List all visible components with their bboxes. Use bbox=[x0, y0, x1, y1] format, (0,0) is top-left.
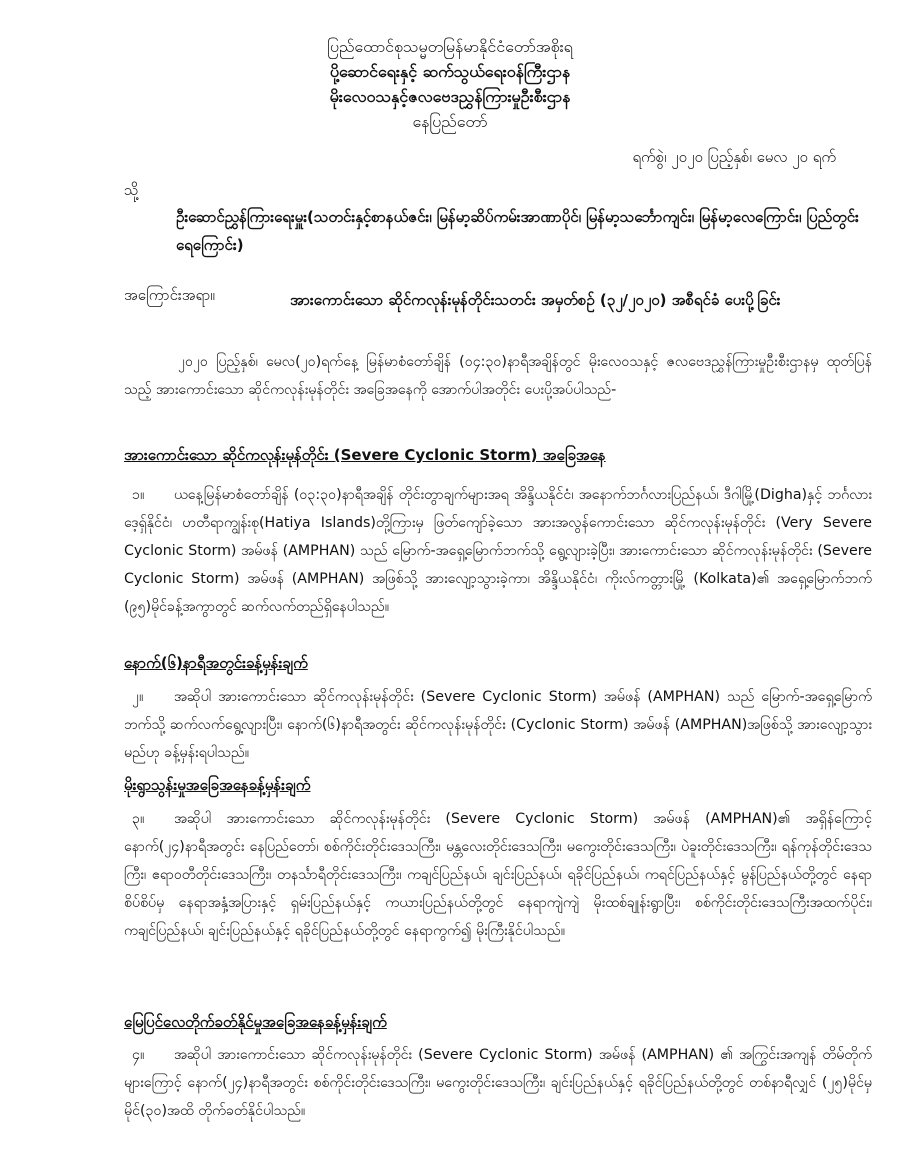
subject-label: အကြောင်းအရာ။ bbox=[124, 286, 215, 304]
to-label: သို့ bbox=[124, 181, 139, 199]
subject: အားကောင်းသော ဆိုင်ကလုန်းမုန်တိုင်းသတင်း အမှတ်စဉ် (၃၂/၂၀၂၀) အစီရင်ခံ ပေးပို့ခြင်း bbox=[290, 291, 781, 309]
paragraph-number: ၁။ bbox=[132, 487, 145, 503]
intro-paragraph: ၂၀၂၀ ပြည့်နှစ်၊ မေလ(၂၀)ရက်နေ့ မြန်မာစံတော်ချိန် (၀၄:၃၀)နာရီအချိန်တွင် မိုးလေဝသနှင့် ဇလဗေဒညွှန်ကြားမှုဦးစီးဌာနမှ ထုတ်ပြန်သည့် အားကောင်းသော ဆိုင်ကလုန်းမုန်တိုင်း အခြေအနေကို အောက်ပါအတိုင်း ပေးပို့အပ်ပါသည်- bbox=[124, 354, 872, 398]
paragraph-number: ၂။ bbox=[132, 689, 144, 705]
ministry-name: ပို့ဆောင်ရေးနှင့် ဆက်သွယ်ရေးဝန်ကြီးဌာန bbox=[329, 62, 571, 81]
paragraph-text: အဆိုပါ အားကောင်းသော ဆိုင်ကလုန်းမုန်တိုင်း (Severe Cyclonic Storm) အမ်ဖန် (AMPHAN) ၏ အကြွင်းအကျန် တိမ်တိုက်များကြောင့် နောက်(၂၄)နာရီအတွင်း စစ်ကိုင်းတိုင်းဒေသကြီး၊ မကွေးတိုင်းဒေသကြီး၊ ချင်းပြည်နယ်နှင့် ရခိုင်ပြည်နယ်တို့တွင် တစ်နာရီလျှင် (၂၅)မိုင်မှ မိုင်(၃၀)အထိ တိုက်ခတ်နိုင်ပါသည်။ bbox=[124, 1047, 872, 1119]
paragraph-text: အဆိုပါ အားကောင်းသော ဆိုင်ကလုန်းမုန်တိုင်း (Severe Cyclonic Storm) အမ်ဖန် (AMPHAN) သည် မြောက်-အရှေ့မြောက်ဘက်သို့ ဆက်လက်ရွေ့လျားပြီး၊ နောက်(၆)နာရီအတွင်း ဆိုင်ကလုန်းမုန်တိုင်း (Cyclonic Storm) အမ်ဖန် (AMPHAN)အဖြစ်သို့ အားလျော့သွားမည်ဟု ခန့်မှန်းရပါသည်။ bbox=[124, 689, 872, 761]
paragraph-number: ၄။ bbox=[132, 1047, 145, 1063]
paragraph-number: ၃။ bbox=[132, 811, 145, 827]
section-paragraph-3 bbox=[124, 805, 872, 945]
paragraph-text: အဆိုပါ အားကောင်းသော ဆိုင်ကလုန်းမုန်တိုင်း (Severe Cyclonic Storm) အမ်ဖန် (AMPHAN)၏ အရှိန်ကြောင့် နောက်(၂၄)နာရီအတွင်း နေပြည်တော်၊ စစ်ကိုင်းတိုင်းဒေသကြီး၊ မန္တလေးတိုင်းဒေသကြီး၊ မကွေးတိုင်းဒေသကြီး၊ ပဲခူးတိုင်းဒေသကြီး၊ ရန်ကုန်တိုင်းဒေသကြီး၊ ဧရာဝတီတိုင်းဒေသကြီး၊ တနင်္သာရီတိုင်းဒေသကြီး၊ ကချင်ပြည်နယ်၊ ချင်းပြည်နယ်၊ ရခိုင်ပြည်နယ်၊ ကရင်ပြည်နယ်နှင့် မွန်ပြည်နယ်တို့တွင် နေရာစိပ်စိပ်မှ နေရာအနှံ့အပြားနှင့် ရှမ်းပြည်နယ်နှင့် ကယားပြည်နယ်တို့တွင် နေရာကျဲကျဲ မိုးထစ်ချုန်းရွာပြီး၊ စစ်ကိုင်းတိုင်းဒေသကြီးအထက်ပိုင်း၊ ကချင်ပြည်နယ်၊ ချင်းပြည်နယ်နှင့် ရခိုင်ပြည်နယ်တို့တွင် နေရာကွက်၍ မိုးကြီးနိုင်ပါသည်။ bbox=[124, 811, 872, 939]
government-name: ပြည်ထောင်စုသမ္မတမြန်မာနိုင်ငံတော်အစိုးရ bbox=[327, 37, 573, 56]
section-paragraph-1 bbox=[124, 481, 872, 621]
section-paragraph-4 bbox=[124, 1041, 872, 1125]
section-heading-6h-forecast: နောက်(၆)နာရီအတွင်းခန့်မှန်းချက် bbox=[124, 654, 308, 672]
department-name: မိုးလေဝသနှင့်ဇလဗေဒညွှန်ကြားမှုဦးစီးဌာန bbox=[329, 87, 571, 106]
section-heading-wind-forecast: မြေပြင်လေတိုက်ခတ်နိုင်မှုအခြေအနေခန့်မှန်းချက် bbox=[124, 1013, 387, 1031]
letterhead bbox=[0, 34, 900, 134]
section-heading-storm-status: အားကောင်းသော ဆိုင်ကလုန်းမုန်တိုင်း (Severe Cyclonic Storm) အခြေအနေ bbox=[124, 446, 606, 464]
document-date: ရက်စွဲ၊ ၂၀၂၀ ပြည့်နှစ်၊ မေလ ၂၀ ရက် bbox=[632, 148, 836, 166]
paragraph-text: ယနေ့မြန်မာစံတော်ချိန် (၀၃:၃၀)နာရီအချိန် တိုင်းတွာချက်များအရ အိန္ဒိယနိုင်ငံ၊ အနောက်ဘင်္ဂလားပြည်နယ်၊ ဒီဂါမြို့(Digha)နှင့် ဘင်္ဂလားဒေ့ရှ်နိုင်ငံ၊ ဟတီရာကျွန်းစု(Hatiya Islands)တို့ကြားမှ ဖြတ်ကျော်ခဲ့သော အားအလွန်ကောင်းသော ဆိုင်ကလုန်းမုန်တိုင်း (Very Severe Cyclonic Storm) အမ်ဖန် (AMPHAN) သည် မြောက်-အရှေ့မြောက်ဘက်သို့ ရွေ့လျားခဲ့ပြီး၊ အားကောင်းသော ဆိုင်ကလုန်းမုန်တိုင်း (Severe Cyclonic Storm) အမ်ဖန် (AMPHAN) အဖြစ်သို့ အားလျော့သွားခဲ့ကာ၊ အိန္ဒိယနိုင်ငံ၊ ကိုးလ်ကတ္တားမြို့ (Kolkata)၏ အရှေ့မြောက်ဘက် (၉၅)မိုင်ခန့်အကွာတွင် ဆက်လက်တည်ရှိနေပါသည်။ bbox=[124, 487, 872, 615]
section-heading-rain-forecast: မိုးရွာသွန်းမှုအခြေအနေခန့်မှန်းချက် bbox=[124, 776, 311, 794]
section-paragraph-2 bbox=[124, 683, 872, 767]
recipients: ဦးဆောင်ညွှန်ကြားရေးမှူး(သတင်းနှင့်စာနယ်ဇင်း၊ မြန်မာ့ဆိပ်ကမ်းအာဏာပိုင်၊ မြန်မာ့သင်္ဘောကျင်း၊ မြန်မာ့လေကြောင်း၊ ပြည်တွင်းရေကြောင်း) bbox=[176, 208, 859, 254]
city-name: နေပြည်တော် bbox=[412, 112, 488, 131]
